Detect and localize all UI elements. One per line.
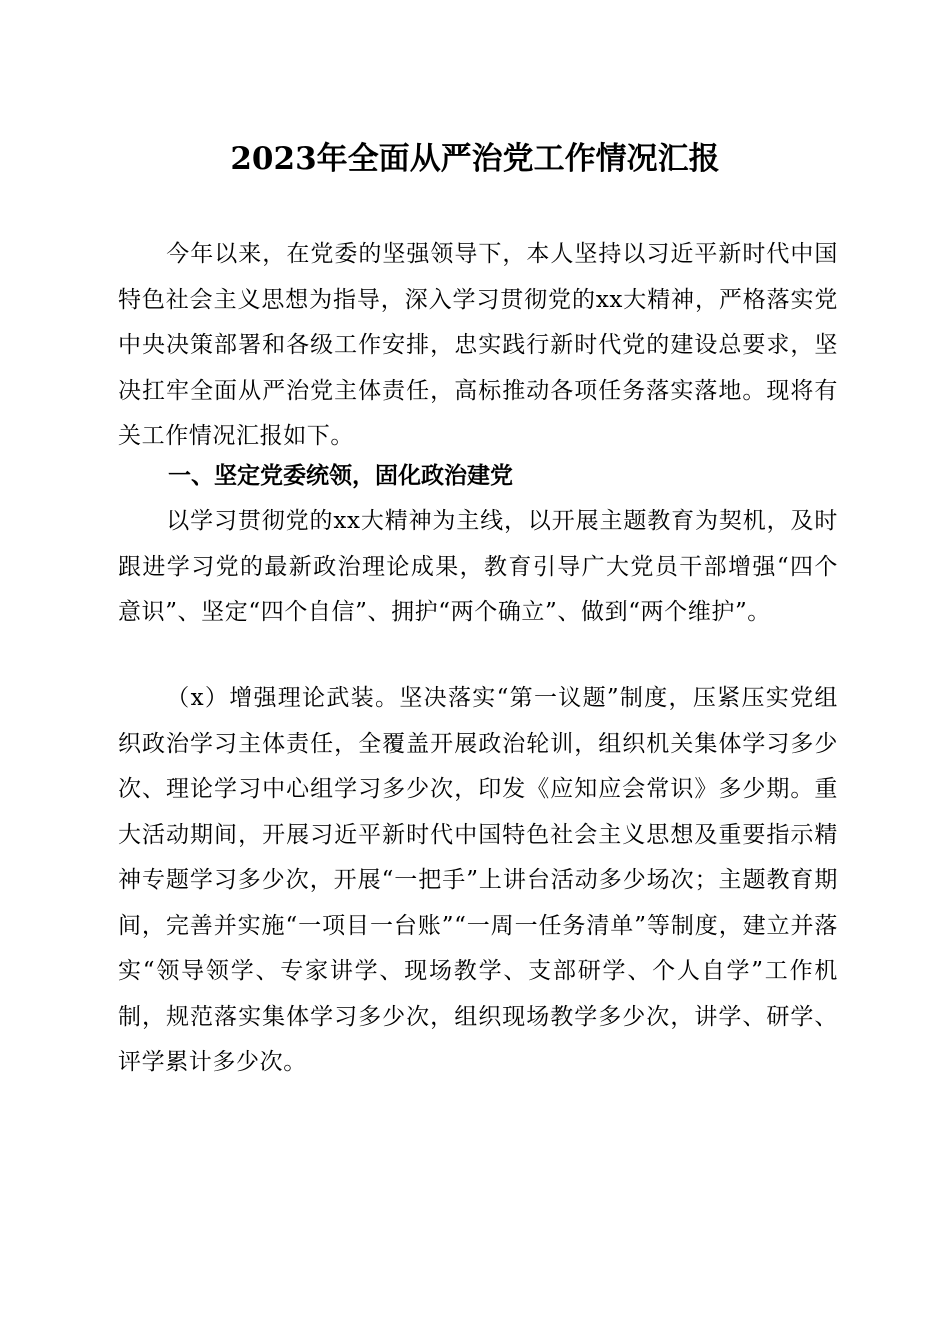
section-1-heading: 一、坚定党委统领，固化政治建党 — [168, 463, 513, 489]
document-title: 2023年全面从严治党工作情况汇报 — [230, 141, 720, 177]
intro-paragraph: 今年以来，在党委的坚强领导下，本人坚持以习近平新时代中国特色社会主义思想为指导，深入学习贯彻党的xx大精神，严格落实党中央决策部署和各级工作安排，忠实践行新时代党的建设总要求，坚决扛牢全面从严治党主体责任，高标推动各项任务落实落地。现将有关工作情况汇报如下。 — [118, 241, 838, 449]
section-1-body-paragraph: 以学习贯彻党的xx大精神为主线，以开展主题教育为契机，及时跟进学习党的最新政治理论成果，教育引导广大党员干部增强“四个意识”、坚定“四个自信”、拥护“两个确立”、做到“两个维护”。 — [118, 508, 838, 625]
section-1-item-1-paragraph: （x）增强理论武装。坚决落实“第一议题”制度，压紧压实党组织政治学习主体责任，全覆盖开展政治轮训，组织机关集体学习多少次、理论学习中心组学习多少次，印发《应知应会常识》多少期。重大活动期间，开展习近平新时代中国特色社会主义思想及重要指示精神专题学习多少次，开展“一把手”上讲台活动多少场次；主题教育期间，完善并实施“一项目一台账”“一周一任务清单”等制度，建立并落实“领导领学、专家讲学、现场教学、支部研学、个人自学”工作机制，规范落实集体学习多少次，组织现场教学多少次，讲学、研学、评学累计多少次。 — [118, 685, 838, 1075]
